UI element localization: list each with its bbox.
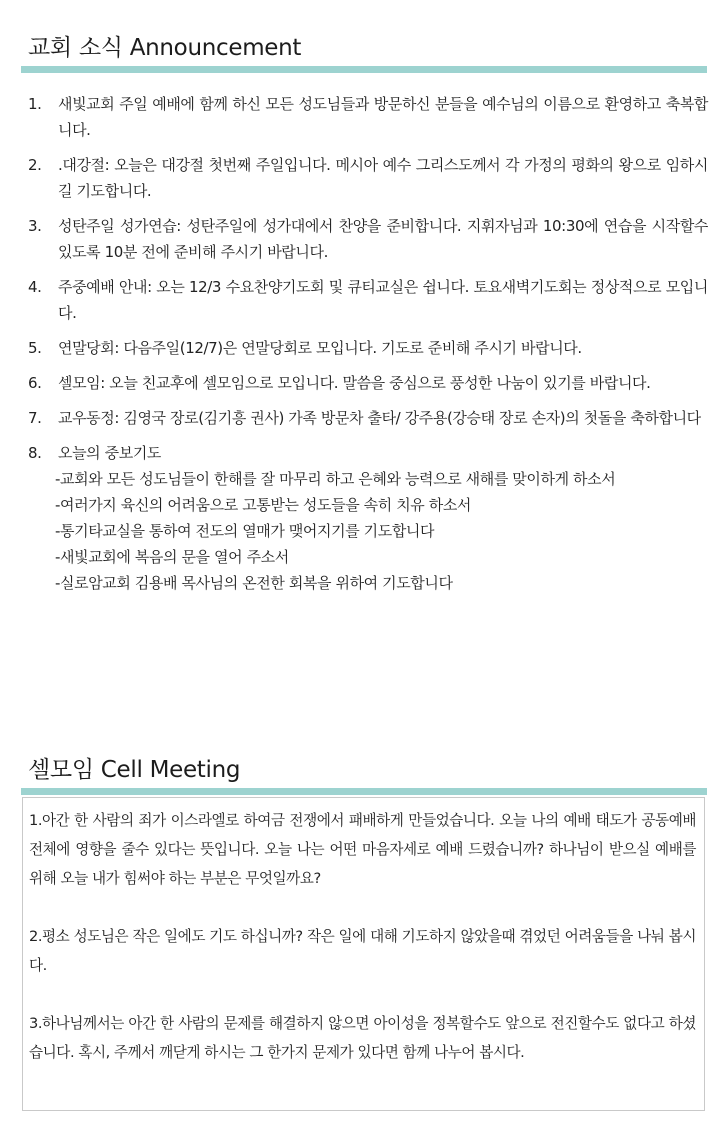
cell-question: 2.평소 성도님은 작은 일에도 기도 하십니까? 작은 일에 대해 기도하지 않았을때 겪었던 어려움들을 나눠 봅시다.: [29, 928, 696, 974]
announcement-title: 교회 소식 Announcement: [28, 35, 302, 61]
item-text: 오늘의 중보기도: [58, 444, 161, 462]
item-text: 연말당회: 다음주일(12/7)은 연말당회로 모입니다. 기도로 준비해 주시기 바랍니다.: [58, 339, 582, 357]
prayer-line: -새빛교회에 복음의 문을 열어 주소서: [55, 548, 289, 566]
announcement-item: [28, 91, 708, 143]
cell-meeting-title: 셀모임 Cell Meeting: [28, 757, 241, 783]
announcement-item: [28, 335, 708, 361]
announcement-list: [28, 91, 708, 605]
announcement-item: [28, 370, 708, 396]
cell-question: 1.아간 한 사람의 죄가 이스라엘로 하여금 전쟁에서 패배하게 만들었습니다. 오늘 나의 예배 태도가 공동예배 전체에 영향을 줄수 있다는 뜻입니다. 오늘 나는 어떤 마음자세로 예배 드렸습니까? 하나님이 받으실 예배를 위해 오늘 내가 힘써야 하는 부분은 무엇일까요?: [29, 812, 696, 887]
item-number: 7.: [28, 409, 42, 427]
item-text: 셀모임: 오늘 친교후에 셀모임으로 모입니다. 말씀을 중심으로 풍성한 나눔이 있기를 바랍니다.: [58, 374, 651, 392]
prayer-line: -실로암교회 김용배 목사님의 온전한 회복을 위하여 기도합니다: [55, 574, 453, 592]
item-text: 교우동정: 김영국 장로(김기흥 권사) 가족 방문차 출타/ 강주용(강승태 장로 손자)의 첫돌을 축하합니다: [58, 409, 701, 427]
prayer-line: -통기타교실을 통하여 전도의 열매가 맺어지기를 기도합니다: [55, 522, 435, 540]
item-number: 1.: [28, 95, 42, 113]
item-number: 2.: [28, 156, 42, 174]
prayer-line: -여러가지 육신의 어려움으로 고통받는 성도들을 속히 치유 하소서: [55, 496, 472, 514]
item-number: 5.: [28, 339, 42, 357]
announcement-divider: [21, 66, 707, 73]
item-text: 성탄주일 성가연습: 성탄주일에 성가대에서 찬양을 준비합니다. 지휘자님과 10:30에 연습을 시작할수 있도록 10분 전에 준비해 주시기 바랍니다.: [58, 217, 708, 261]
announcement-item: [28, 274, 708, 326]
item-text: 새빛교회 주일 예배에 함께 하신 모든 성도님들과 방문하신 분들을 예수님의 이름으로 환영하고 축복합니다.: [58, 95, 708, 139]
cell-question: 3.하나님께서는 아간 한 사람의 문제를 해결하지 않으면 아이성을 정복할수도 앞으로 전진할수도 없다고 하셨습니다. 혹시, 주께서 깨닫게 하시는 그 한가지 문제가 있다면 함께 나누어 봅시다.: [29, 1015, 696, 1061]
item-text: .대강절: 오늘은 대강절 첫번째 주일입니다. 메시아 예수 그리스도께서 각 가정의 평화의 왕으로 임하시길 기도합니다.: [58, 156, 708, 200]
announcement-item: [28, 152, 708, 204]
item-number: 6.: [28, 374, 42, 392]
item-text: 주중예배 안내: 오는 12/3 수요찬양기도회 및 큐티교실은 쉽니다. 토요새벽기도회는 정상적으로 모입니다.: [58, 278, 708, 322]
prayer-line: -교회와 모든 성도님들이 한해를 잘 마무리 하고 은혜와 능력으로 새해를 맞이하게 하소서: [55, 470, 616, 488]
item-number: 8.: [28, 444, 42, 462]
announcement-item: [28, 213, 708, 265]
item-number: 3.: [28, 217, 42, 235]
cell-questions-box: [22, 797, 705, 1111]
announcement-item: [28, 405, 708, 431]
item-number: 4.: [28, 278, 42, 296]
cell-meeting-divider: [21, 788, 707, 795]
announcement-item-prayer: [28, 440, 708, 596]
